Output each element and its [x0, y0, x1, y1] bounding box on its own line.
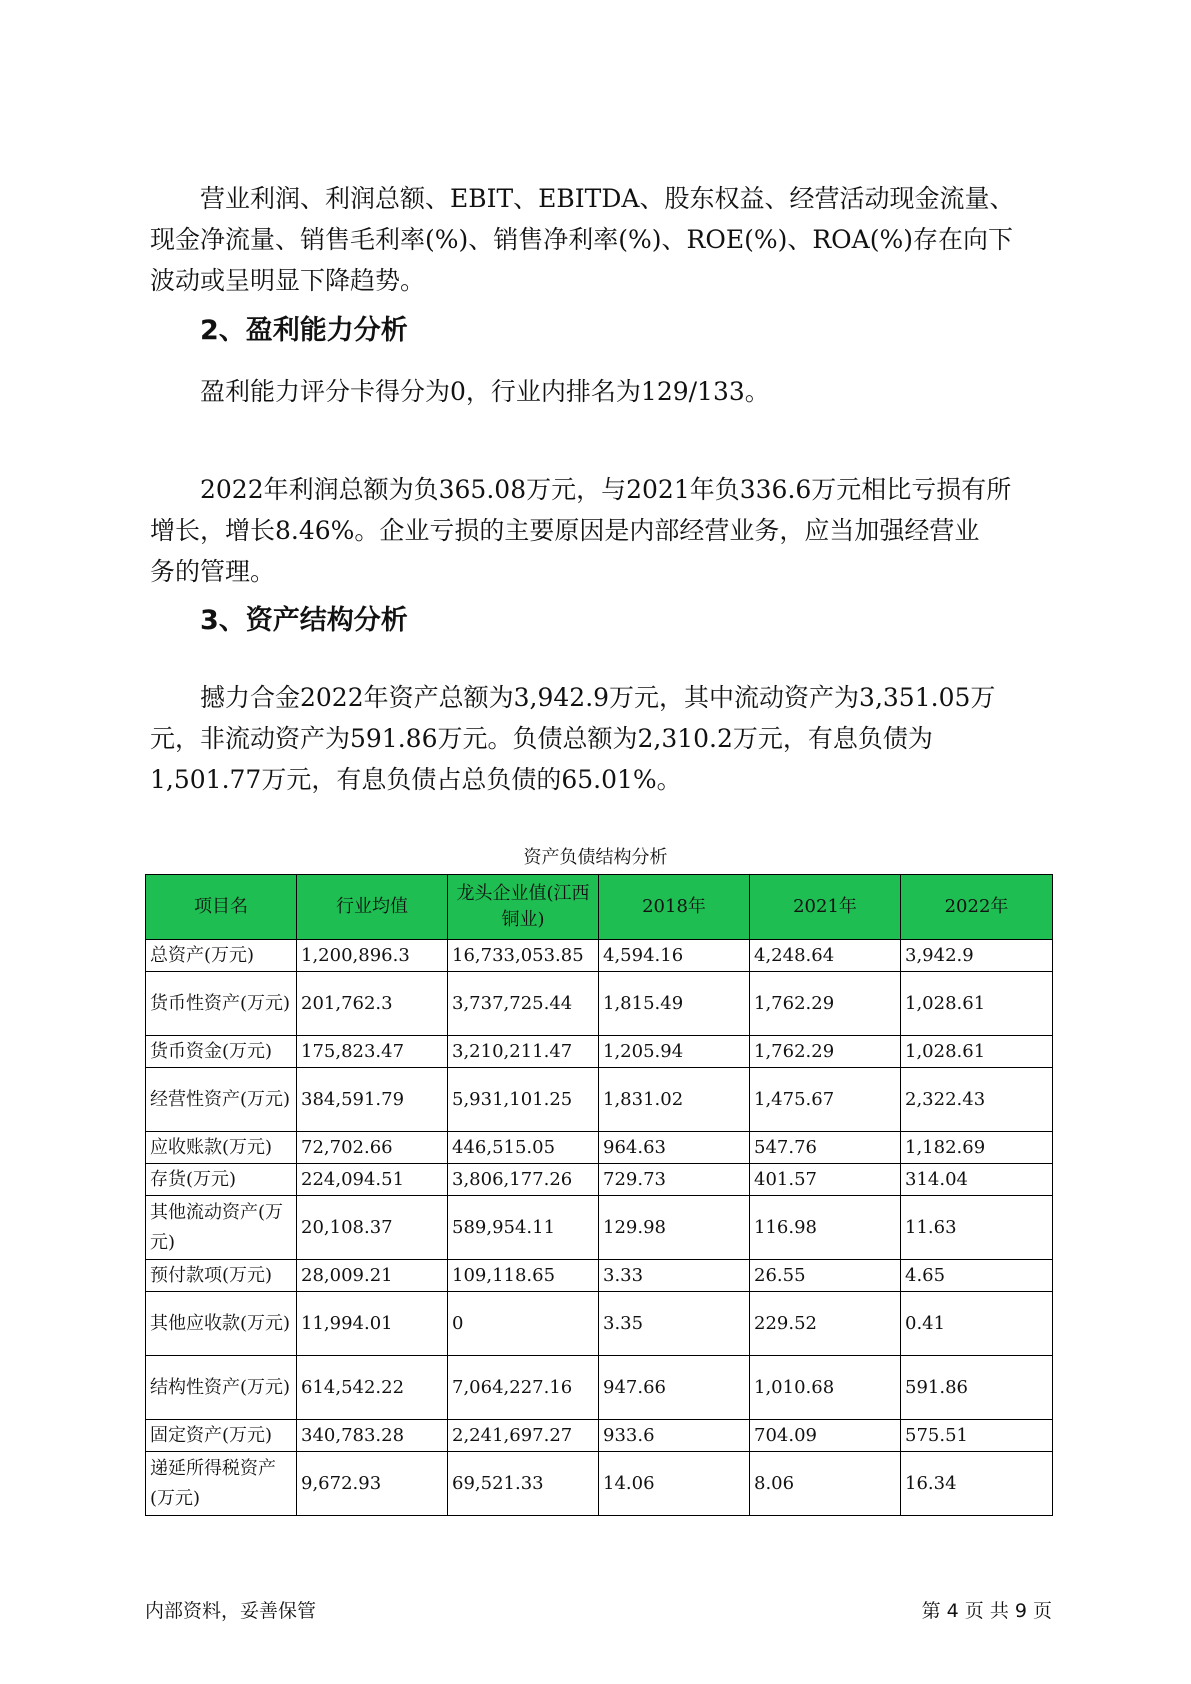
table-row	[146, 1292, 1053, 1356]
table-cell: 20,108.37	[297, 1196, 448, 1260]
table-cell: 11.63	[901, 1196, 1053, 1260]
paragraph-line: 现金净流量、销售毛利率(%)、销售净利率(%)、ROE(%)、ROA(%)存在向下	[150, 225, 1013, 254]
table-cell: 224,094.51	[297, 1164, 448, 1196]
table-cell: 933.6	[599, 1420, 750, 1452]
table-cell: 1,815.49	[599, 972, 750, 1036]
table-cell: 314.04	[901, 1164, 1053, 1196]
table-cell: 1,762.29	[750, 972, 901, 1036]
table-cell: 72,702.66	[297, 1132, 448, 1164]
table-cell: 964.63	[599, 1132, 750, 1164]
table-caption: 资产负债结构分析	[523, 847, 668, 868]
table-row	[146, 1452, 1053, 1516]
table-cell: 9,672.93	[297, 1452, 448, 1516]
paragraph-line: 营业利润、利润总额、EBIT、EBITDA、股东权益、经营活动现金流量、	[200, 184, 1015, 213]
col-header-2018: 2018年	[599, 875, 750, 940]
table-cell: 0.41	[901, 1292, 1053, 1356]
table-cell: 16,733,053.85	[448, 940, 599, 972]
table-cell: 109,118.65	[448, 1260, 599, 1292]
paragraph-line: 务的管理。	[150, 557, 276, 586]
paragraph-line: 增长，增长8.46%。企业亏损的主要原因是内部经营业务，应当加强经营业	[150, 516, 980, 545]
table-row	[146, 940, 1053, 972]
col-header-2022: 2022年	[901, 875, 1053, 940]
table-cell: 3.33	[599, 1260, 750, 1292]
table-cell: 589,954.11	[448, 1196, 599, 1260]
table-cell: 69,521.33	[448, 1452, 599, 1516]
table-cell: 401.57	[750, 1164, 901, 1196]
table-cell: 1,200,896.3	[297, 940, 448, 972]
col-header-2021: 2021年	[750, 875, 901, 940]
table-cell: 0	[448, 1292, 599, 1356]
balance-sheet-table	[145, 874, 1053, 1516]
table-cell: 1,475.67	[750, 1068, 901, 1132]
paragraph-trend	[150, 178, 1062, 301]
row-label-cell: 应收账款(万元)	[146, 1132, 297, 1164]
table-cell: 591.86	[901, 1356, 1053, 1420]
table-cell: 446,515.05	[448, 1132, 599, 1164]
table-cell: 4.65	[901, 1260, 1053, 1292]
paragraph-line: 1,501.77万元，有息负债占总负债的65.01%。	[150, 765, 682, 794]
col-header-leader: 龙头企业值(江西铜业)	[448, 875, 599, 940]
table-header-row	[146, 875, 1053, 940]
paragraph-line: 撼力合金2022年资产总额为3,942.9万元，其中流动资产为3,351.05万	[200, 683, 996, 712]
table-row	[146, 1132, 1053, 1164]
table-cell: 4,594.16	[599, 940, 750, 972]
table-cell: 3,210,211.47	[448, 1036, 599, 1068]
table-cell: 1,028.61	[901, 1036, 1053, 1068]
table-cell: 11,994.01	[297, 1292, 448, 1356]
table-cell: 614,542.22	[297, 1356, 448, 1420]
table-row	[146, 972, 1053, 1036]
table-cell: 7,064,227.16	[448, 1356, 599, 1420]
row-label-cell: 经营性资产(万元)	[146, 1068, 297, 1132]
table-cell: 175,823.47	[297, 1036, 448, 1068]
paragraph-profit-score	[150, 371, 1062, 412]
section-heading-profitability: 2、盈利能力分析	[200, 315, 408, 346]
table-row	[146, 1036, 1053, 1068]
row-label-cell: 递延所得税资产(万元)	[146, 1452, 297, 1516]
paragraph-line: 波动或呈明显下降趋势。	[150, 266, 426, 295]
table-cell: 229.52	[750, 1292, 901, 1356]
table-cell: 116.98	[750, 1196, 901, 1260]
paragraph-profit-detail	[150, 469, 1062, 592]
table-cell: 704.09	[750, 1420, 901, 1452]
row-label-cell: 存货(万元)	[146, 1164, 297, 1196]
row-label-cell: 结构性资产(万元)	[146, 1356, 297, 1420]
table-cell: 1,831.02	[599, 1068, 750, 1132]
footer-confidential: 内部资料，妥善保管	[145, 1600, 317, 1622]
table-row	[146, 1356, 1053, 1420]
table-cell: 947.66	[599, 1356, 750, 1420]
table-cell: 8.06	[750, 1452, 901, 1516]
footer-page-number: 第 4 页 共 9 页	[921, 1600, 1052, 1622]
table-cell: 547.76	[750, 1132, 901, 1164]
table-row	[146, 1164, 1053, 1196]
table-cell: 2,322.43	[901, 1068, 1053, 1132]
row-label-cell: 其他流动资产(万元)	[146, 1196, 297, 1260]
table-cell: 340,783.28	[297, 1420, 448, 1452]
table-cell: 384,591.79	[297, 1068, 448, 1132]
table-cell: 1,028.61	[901, 972, 1053, 1036]
table-cell: 3,737,725.44	[448, 972, 599, 1036]
table-cell: 2,241,697.27	[448, 1420, 599, 1452]
table-cell: 16.34	[901, 1452, 1053, 1516]
table-cell: 14.06	[599, 1452, 750, 1516]
table-row	[146, 1420, 1053, 1452]
paragraph-line: 元，非流动资产为591.86万元。负债总额为2,310.2万元，有息负债为	[150, 724, 933, 753]
table-cell: 3,806,177.26	[448, 1164, 599, 1196]
table-row	[146, 1068, 1053, 1132]
row-label-cell: 固定资产(万元)	[146, 1420, 297, 1452]
row-label-cell: 预付款项(万元)	[146, 1260, 297, 1292]
paragraph-line: 2022年利润总额为负365.08万元，与2021年负336.6万元相比亏损有所	[200, 475, 1012, 504]
section-heading-asset-structure: 3、资产结构分析	[200, 605, 408, 636]
table-cell: 575.51	[901, 1420, 1053, 1452]
paragraph-line: 盈利能力评分卡得分为0，行业内排名为129/133。	[200, 377, 770, 406]
table-cell: 129.98	[599, 1196, 750, 1260]
table-cell: 1,010.68	[750, 1356, 901, 1420]
row-label-cell: 货币性资产(万元)	[146, 972, 297, 1036]
table-cell: 3,942.9	[901, 940, 1053, 972]
table-cell: 4,248.64	[750, 940, 901, 972]
row-label-cell: 其他应收款(万元)	[146, 1292, 297, 1356]
table-row	[146, 1196, 1053, 1260]
col-header-item: 项目名	[146, 875, 297, 940]
paragraph-asset-detail	[150, 677, 1062, 800]
table-cell: 1,205.94	[599, 1036, 750, 1068]
row-label-cell: 总资产(万元)	[146, 940, 297, 972]
table-cell: 5,931,101.25	[448, 1068, 599, 1132]
table-cell: 1,182.69	[901, 1132, 1053, 1164]
table-cell: 1,762.29	[750, 1036, 901, 1068]
table-row	[146, 1260, 1053, 1292]
row-label-cell: 货币资金(万元)	[146, 1036, 297, 1068]
col-header-industry-avg: 行业均值	[297, 875, 448, 940]
table-cell: 201,762.3	[297, 972, 448, 1036]
table-cell: 729.73	[599, 1164, 750, 1196]
table-cell: 28,009.21	[297, 1260, 448, 1292]
table-cell: 3.35	[599, 1292, 750, 1356]
table-cell: 26.55	[750, 1260, 901, 1292]
